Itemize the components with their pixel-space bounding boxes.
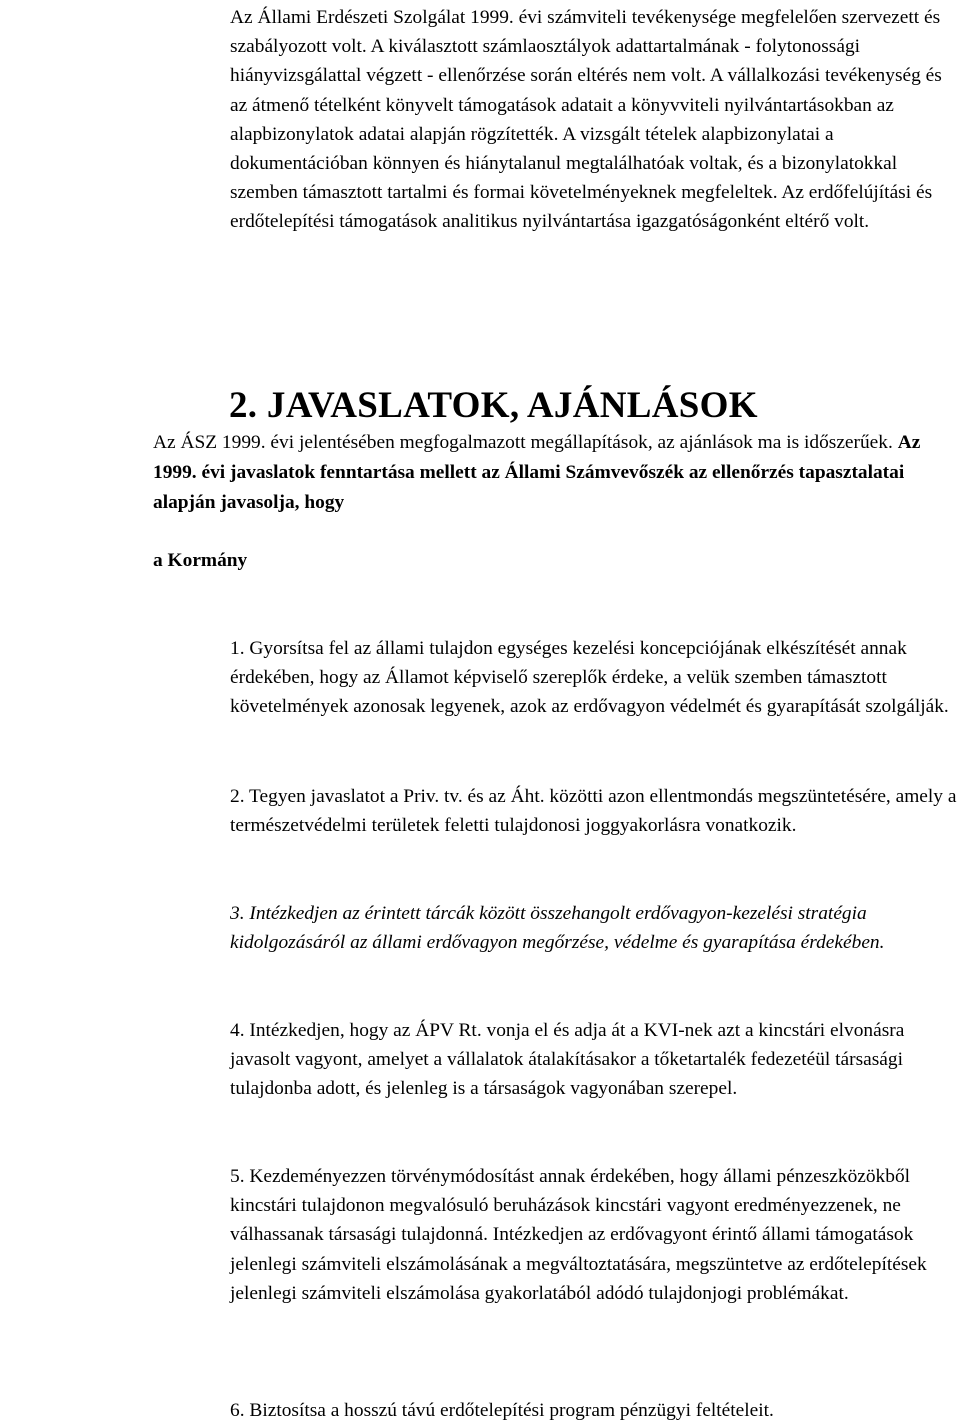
recommendation-item-4: 4. Intézkedjen, hogy az ÁPV Rt. vonja el és adja át a KVI-nek azt a kincstári elvonásra javasolt vagyont, amelyet a vállalatok átalakításakor a tőketartalék fedezetéül társasági tulajdonba adott, és jelenleg is a társaságok vagyonában szerepel. bbox=[230, 1020, 905, 1100]
recommendation-item-5: 5. Kezdeményezzen törvénymódosítást annak érdekében, hogy állami pénzeszközökből kincstári tulajdonon megvalósuló beruházások kincstári vagyont eredményezzenek, ne válhassanak társasági tulajdonná. Intézkedjen az erdővagyont érintő állami támogatások jelenlegi számviteli elszámolásának a megváltoztatására, megszüntetve az erdőtelepítések jelenlegi számviteli elszámolása gyakorlatából adódó tulajdonjogi problémákat. bbox=[230, 1166, 927, 1304]
recommendation-item-3: 3. Intézkedjen az érintett tárcák között összehangolt erdővagyon-kezelési stratégia kidolgozásáról az állami erdővagyon megőrzése, védelme és gyarapítása érdekében. bbox=[230, 903, 885, 954]
recommendation-item-6: 6. Biztosítsa a hosszú távú erdőtelepítési program pénzügyi feltételeit. bbox=[230, 1400, 774, 1421]
recommendation-intro bbox=[153, 428, 953, 518]
intro-plain-text: Az ÁSZ 1999. évi jelentésében megfogalmazott megállapítások, az ajánlások ma is időszerűek. bbox=[153, 432, 898, 453]
recommendation-item-2: 2. Tegyen javaslatot a Priv. tv. és az Áht. közötti azon ellentmondás megszüntetésére, amely a természetvédelmi területek feletti tulajdonosi joggyakorlásra vonatkozik. bbox=[230, 786, 957, 837]
recommendation-item-1: 1. Gyorsítsa fel az állami tulajdon egységes kezelési koncepciójának elkészítését annak érdekében, hogy az Államot képviselő szereplők érdeke, a velük szemben támasztott követelmények azonosak legyenek, azok az erdővagyon védelmét és gyarapítását szolgálják. bbox=[230, 638, 949, 718]
recipient-label: a Kormány bbox=[153, 550, 248, 571]
body-paragraph: Az Állami Erdészeti Szolgálat 1999. évi számviteli tevékenysége megfelelően szervezett és szabályozott volt. A kiválasztott számlaosztályok adattartalmának - folytonossági hiányvizsgálattal végzett - ellenőrzése során eltérés nem volt. A vállalkozási tevékenység és az átmenő tételként könyvelt támogatások adatait a könyvviteli nyilvántartásokban az alapbizonylatok adatai alapján rögzítették. A vizsgált tételek alapbizonylatai a dokumentációban könnyen és hiánytalanul megtalálhatóak voltak, és a bizonylatokkal szemben támasztott tartalmi és formai követelményeknek megfeleltek. Az erdőfelújítási és erdőtelepítési támogatások analitikus nyilvántartása igazgatóságonként eltérő volt. bbox=[230, 7, 942, 233]
intro-bold-text: Az 1999. évi javaslatok fenntartása mellett az Állami Számvevőszék az ellenőrzés tapasztalatai alapján javasolja, hogy bbox=[153, 432, 921, 513]
section-heading: 2. JAVASLATOK, AJÁNLÁSOK bbox=[229, 385, 758, 426]
